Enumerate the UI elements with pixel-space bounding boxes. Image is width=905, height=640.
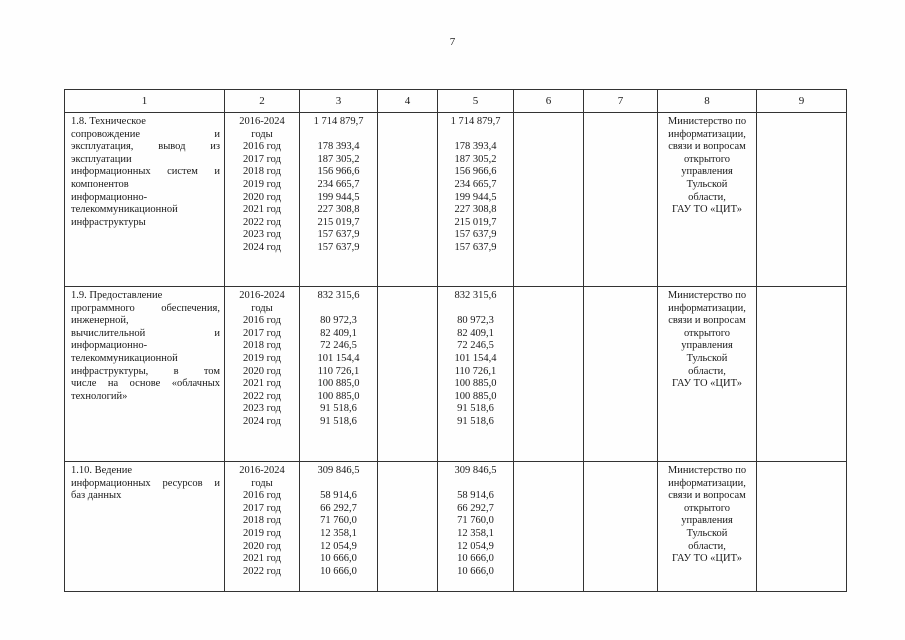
total-funding-cell (300, 113, 378, 287)
period-cell (225, 462, 300, 592)
period-line: 2018 год (243, 340, 281, 352)
table-row (65, 113, 847, 287)
column-header: 4 (378, 90, 438, 113)
funding-value: 100 885,0 (317, 390, 360, 402)
period-line: 2016-2024 (239, 290, 285, 301)
funding-value: 157 637,9 (317, 229, 360, 241)
funding-value: 12 054,9 (320, 540, 357, 552)
period-line: 2016 год (243, 315, 281, 327)
executor-line: управления (681, 340, 733, 352)
funding-value: 80 972,3 (320, 315, 357, 327)
executor-line: информатизации, (668, 477, 746, 489)
funding-value: 157 637,9 (454, 241, 497, 253)
funding-value: 12 358,1 (320, 527, 357, 539)
measure-name-line: телекоммуникационной (71, 204, 178, 216)
empty-cell (514, 462, 584, 592)
measure-name-line: 1.8. Техническое (71, 116, 146, 127)
funding-value: 178 393,4 (317, 141, 360, 153)
executor-line: информатизации, (668, 128, 746, 140)
empty-cell (584, 113, 658, 287)
funding-value: 156 966,6 (317, 166, 360, 178)
funding-total: 1 714 879,7 (450, 116, 501, 127)
funding-total: 832 315,6 (317, 290, 360, 301)
column-header: 3 (300, 90, 378, 113)
measure-name-line: инженерной, (71, 315, 129, 327)
executor-line: Тульской (686, 352, 728, 364)
funding-value: 156 966,6 (454, 166, 497, 178)
funding-value: 82 409,1 (457, 327, 494, 339)
measure-name-line: инфраструктуры, в том (71, 365, 220, 377)
funding-value: 10 666,0 (320, 565, 357, 577)
funding-value: 100 885,0 (454, 378, 497, 390)
period-line: 2016 год (243, 141, 281, 153)
funding-value: 101 154,4 (317, 352, 360, 364)
period-line: 2021 год (243, 553, 281, 565)
measure-name-line: 1.10. Ведение (71, 465, 133, 476)
empty-cell (514, 113, 584, 287)
funding-value: 10 666,0 (457, 553, 494, 565)
measure-name-cell (65, 462, 225, 592)
page-number: 7 (449, 36, 456, 48)
period-line: 2016-2024 (239, 465, 285, 476)
funding-value: 71 760,0 (457, 515, 494, 527)
executor-line: открытого (683, 327, 731, 339)
funding-value: 72 246,5 (457, 340, 494, 352)
column-header: 2 (225, 90, 300, 113)
executor-line: управления (681, 166, 733, 178)
funding-value: 199 944,5 (454, 191, 497, 203)
measure-name-line: информационно- (71, 340, 148, 352)
funding-value: 215 019,7 (317, 216, 360, 228)
executor-line: ГАУ ТО «ЦИТ» (672, 204, 742, 216)
funding-value: 58 914,6 (320, 490, 357, 502)
measure-name-line: инфраструктуры (71, 216, 146, 228)
measure-name-line: сопровождение и (71, 128, 220, 140)
funding-total: 832 315,6 (454, 290, 497, 301)
funding-total: 309 846,5 (317, 465, 360, 476)
funding-value: 187 305,2 (454, 153, 497, 165)
measure-name-line: числе на основе «облачных (71, 378, 220, 390)
column-header: 6 (514, 90, 584, 113)
period-line: 2021 год (243, 204, 281, 216)
funding-value: 101 154,4 (454, 352, 497, 364)
period-line: 2023 год (243, 403, 281, 415)
executor-line: области, (688, 365, 726, 377)
column-header: 5 (438, 90, 514, 113)
funding-value: 71 760,0 (320, 515, 357, 527)
period-line: 2019 год (243, 178, 281, 190)
empty-cell (757, 287, 847, 462)
empty-cell (757, 462, 847, 592)
period-cell (225, 113, 300, 287)
regional-funding-cell (438, 462, 514, 592)
executor-cell (658, 462, 757, 592)
period-line: 2024 год (243, 241, 281, 253)
period-line: 2018 год (243, 515, 281, 527)
total-funding-cell (300, 462, 378, 592)
regional-funding-cell (438, 113, 514, 287)
period-line: 2019 год (243, 527, 281, 539)
funding-value: 58 914,6 (457, 490, 494, 502)
funding-value: 72 246,5 (320, 340, 357, 352)
executor-line: открытого (683, 502, 731, 514)
executor-line: области, (688, 540, 726, 552)
funding-value: 91 518,6 (457, 415, 494, 427)
period-line: 2022 год (243, 390, 281, 402)
funding-value: 215 019,7 (454, 216, 497, 228)
funding-value: 82 409,1 (320, 327, 357, 339)
period-line: 2020 год (243, 191, 281, 203)
measure-name-line: программного обеспечения, (71, 302, 220, 314)
funding-value: 10 666,0 (457, 565, 494, 577)
header-row (65, 90, 847, 113)
measure-name-cell (65, 113, 225, 287)
table-row (65, 287, 847, 462)
empty-cell (378, 287, 438, 462)
period-line: 2016 год (243, 490, 281, 502)
executor-line: связи и вопросам (668, 141, 746, 153)
funding-value: 10 666,0 (320, 553, 357, 565)
executor-line: Министерство по (667, 116, 747, 127)
measure-name-line: телекоммуникационной (71, 352, 178, 364)
period-line: годы (251, 128, 273, 140)
measure-name-line: информационных ресурсов и (71, 477, 220, 489)
executor-cell (658, 113, 757, 287)
period-line: 2022 год (243, 216, 281, 228)
period-line: 2019 год (243, 352, 281, 364)
executor-line: информатизации, (668, 302, 746, 314)
funding-total: 309 846,5 (454, 465, 497, 476)
funding-value: 178 393,4 (454, 141, 497, 153)
executor-line: Министерство по (667, 290, 747, 301)
period-line: 2017 год (243, 153, 281, 165)
executor-line: ГАУ ТО «ЦИТ» (672, 378, 742, 390)
measure-name-line: эксплуатация, вывод из (71, 141, 220, 153)
program-table (64, 89, 847, 592)
empty-cell (514, 287, 584, 462)
empty-cell (584, 287, 658, 462)
executor-line: открытого (683, 153, 731, 165)
funding-total: 1 714 879,7 (313, 116, 364, 127)
column-header: 7 (584, 90, 658, 113)
funding-value: 227 308,8 (454, 204, 497, 216)
funding-value: 157 637,9 (454, 229, 497, 241)
funding-value: 91 518,6 (320, 415, 357, 427)
empty-cell (757, 113, 847, 287)
period-line: 2020 год (243, 365, 281, 377)
executor-line: ГАУ ТО «ЦИТ» (672, 553, 742, 565)
empty-cell (378, 462, 438, 592)
period-line: 2016-2024 (239, 116, 285, 127)
period-line: годы (251, 302, 273, 314)
period-line: 2020 год (243, 540, 281, 552)
total-funding-cell (300, 287, 378, 462)
funding-value: 12 054,9 (457, 540, 494, 552)
funding-value: 91 518,6 (320, 403, 357, 415)
funding-value: 234 665,7 (454, 178, 497, 190)
funding-value: 66 292,7 (457, 502, 494, 514)
measure-name-line: 1.9. Предоставление (71, 290, 163, 301)
column-header: 8 (658, 90, 757, 113)
measure-name-line: информационных систем и (71, 166, 220, 178)
funding-value: 100 885,0 (454, 390, 497, 402)
funding-value: 157 637,9 (317, 241, 360, 253)
funding-value: 80 972,3 (457, 315, 494, 327)
funding-value: 199 944,5 (317, 191, 360, 203)
executor-line: области, (688, 191, 726, 203)
empty-cell (584, 462, 658, 592)
funding-value: 227 308,8 (317, 204, 360, 216)
executor-line: Министерство по (667, 465, 747, 476)
column-header: 1 (65, 90, 225, 113)
period-line: 2021 год (243, 378, 281, 390)
period-line: 2017 год (243, 502, 281, 514)
column-header: 9 (757, 90, 847, 113)
funding-value: 187 305,2 (317, 153, 360, 165)
table-row (65, 462, 847, 592)
measure-name-line: информационно- (71, 191, 148, 203)
period-cell (225, 287, 300, 462)
measure-name-line: баз данных (71, 490, 122, 502)
funding-value: 91 518,6 (457, 403, 494, 415)
executor-line: связи и вопросам (668, 315, 746, 327)
measure-name-cell (65, 287, 225, 462)
period-line: 2017 год (243, 327, 281, 339)
funding-value: 110 726,1 (317, 365, 360, 377)
funding-value: 66 292,7 (320, 502, 357, 514)
measure-name-line: эксплуатации (71, 153, 132, 165)
funding-value: 100 885,0 (317, 378, 360, 390)
executor-line: Тульской (686, 527, 728, 539)
executor-line: связи и вопросам (668, 490, 746, 502)
empty-cell (378, 113, 438, 287)
period-line: 2023 год (243, 229, 281, 241)
period-line: 2024 год (243, 415, 281, 427)
funding-value: 12 358,1 (457, 527, 494, 539)
executor-cell (658, 287, 757, 462)
measure-name-line: компонентов (71, 178, 129, 190)
funding-value: 110 726,1 (454, 365, 497, 377)
measure-name-line: технологий» (71, 390, 128, 402)
regional-funding-cell (438, 287, 514, 462)
period-line: 2018 год (243, 166, 281, 178)
funding-value: 234 665,7 (317, 178, 360, 190)
period-line: годы (251, 477, 273, 489)
period-line: 2022 год (243, 565, 281, 577)
measure-name-line: вычислительной и (71, 327, 220, 339)
executor-line: управления (681, 515, 733, 527)
executor-line: Тульской (686, 178, 728, 190)
